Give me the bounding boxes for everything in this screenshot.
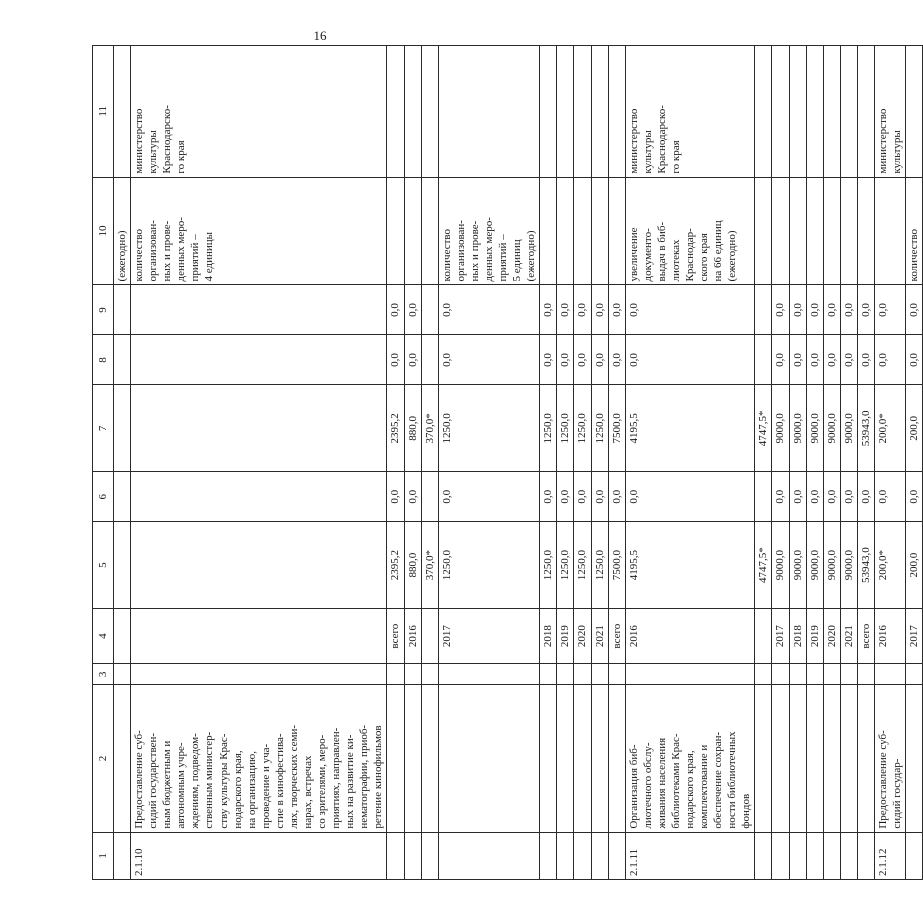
table-cell-c6: 0,0 [857, 472, 874, 522]
table-cell-c1 [755, 832, 772, 879]
table-cell-c4: 2017 [772, 609, 789, 664]
table-cell-c2 [114, 685, 131, 832]
table-cell-c1 [540, 832, 557, 879]
table-row [823, 46, 840, 880]
table-cell-c5: 4747,5* [755, 522, 772, 609]
table-cell-c2 [789, 685, 806, 832]
table-cell-c3 [114, 664, 131, 685]
table-row [906, 46, 923, 880]
table-cell-c2 [823, 685, 840, 832]
table-cell-c7: 1250,0 [574, 385, 591, 472]
table-cell-c1: 2.1.12 [874, 832, 905, 879]
table-cell-c1 [906, 832, 923, 879]
table-cell-c10 [755, 177, 772, 285]
table-cell-c8: 0,0 [438, 335, 540, 385]
table-cell-c4 [421, 609, 438, 664]
table-cell-c7: 9000,0 [806, 385, 823, 472]
table-row [131, 46, 387, 880]
column-header: 6 [93, 472, 114, 522]
table-cell-c1 [574, 832, 591, 879]
table-cell-c7: 880,0 [404, 385, 421, 472]
header-row [93, 46, 114, 880]
table-cell-c8: 0,0 [789, 335, 806, 385]
table-cell-c3 [823, 664, 840, 685]
table-cell-c7: 1250,0 [557, 385, 574, 472]
table-cell-c4: 2019 [806, 609, 823, 664]
table-cell-c2 [438, 685, 540, 832]
table-cell-c4: 2021 [840, 609, 857, 664]
table-cell-c8: 0,0 [823, 335, 840, 385]
table-cell-c2 [591, 685, 608, 832]
table-cell-c7: 53943,0 [857, 385, 874, 472]
table-row [421, 46, 438, 880]
table-cell-c4: всего [857, 609, 874, 664]
table-cell-c5: 1250,0 [557, 522, 574, 609]
column-header: 2 [93, 685, 114, 832]
table-cell-c4: 2021 [591, 609, 608, 664]
table-cell-c2 [840, 685, 857, 832]
table-cell-c11 [387, 46, 404, 178]
table-cell-c6: 0,0 [591, 472, 608, 522]
table-cell-c2 [906, 685, 923, 832]
table-row [625, 46, 755, 880]
table-cell-c7: 370,0* [421, 385, 438, 472]
table-cell-c3 [131, 664, 387, 685]
table-cell-c10 [574, 177, 591, 285]
table-cell-c3 [608, 664, 625, 685]
table-cell-c3 [625, 664, 755, 685]
table-cell-c8: 0,0 [840, 335, 857, 385]
table-row [438, 46, 540, 880]
table-cell-c4: 2016 [874, 609, 905, 664]
table-cell-c1 [404, 832, 421, 879]
table-cell-c3 [772, 664, 789, 685]
table-cell-c5: 9000,0 [772, 522, 789, 609]
table-cell-c10 [557, 177, 574, 285]
table-cell-c3 [755, 664, 772, 685]
table-cell-c11: министерство культуры Краснодарско- го края [625, 46, 755, 178]
table-cell-c8: 0,0 [857, 335, 874, 385]
table-cell-c6: 0,0 [789, 472, 806, 522]
table-cell-c2 [387, 685, 404, 832]
table-cell-c5: 1250,0 [540, 522, 557, 609]
table-cell-c11 [540, 46, 557, 178]
table-cell-c3 [404, 664, 421, 685]
table-cell-c9: 0,0 [540, 285, 557, 335]
table-cell-c10 [540, 177, 557, 285]
table-cell-c2: Организация биб- лиотечного обслу- живания населения библиотеками Крас- нодарского края, комплектование и обеспечение сохран- ности библиотечных фондов [625, 685, 755, 832]
table-cell-c11 [591, 46, 608, 178]
table-cell-c5: 9000,0 [789, 522, 806, 609]
table-cell-c1 [421, 832, 438, 879]
table-cell-c4: 2020 [823, 609, 840, 664]
table-cell-c8: 0,0 [874, 335, 905, 385]
table-cell-c1 [438, 832, 540, 879]
table-cell-c5: 9000,0 [823, 522, 840, 609]
table-cell-c11: министерство культуры Краснодарско- го края [131, 46, 387, 178]
table-cell-c3 [557, 664, 574, 685]
table-cell-c8 [421, 335, 438, 385]
table-cell-c3 [857, 664, 874, 685]
table-cell-c1 [114, 832, 131, 879]
table-cell-c9: 0,0 [906, 285, 923, 335]
table-cell-c4: 2016 [625, 609, 755, 664]
table-cell-c9 [131, 285, 387, 335]
table-cell-c9: 0,0 [574, 285, 591, 335]
table-cell-c9 [114, 285, 131, 335]
table-cell-c7: 9000,0 [772, 385, 789, 472]
table-cell-c10 [608, 177, 625, 285]
table-cell-c8 [131, 335, 387, 385]
table-cell-c8: 0,0 [591, 335, 608, 385]
table-row [874, 46, 905, 880]
table-cell-c6: 0,0 [557, 472, 574, 522]
table-cell-c1 [823, 832, 840, 879]
table-cell-c10 [421, 177, 438, 285]
table-cell-c9: 0,0 [557, 285, 574, 335]
table-cell-c6 [421, 472, 438, 522]
table-cell-c7: 4195,5 [625, 385, 755, 472]
table-cell-c4: 2017 [906, 609, 923, 664]
table-row [591, 46, 608, 880]
table-body [114, 46, 923, 880]
table-cell-c3 [906, 664, 923, 685]
table-cell-c9: 0,0 [806, 285, 823, 335]
table-row [840, 46, 857, 880]
table-cell-c9: 0,0 [840, 285, 857, 335]
table-cell-c2 [557, 685, 574, 832]
page-number: 16 [313, 28, 327, 43]
table-row [387, 46, 404, 880]
column-header: 5 [93, 522, 114, 609]
table-cell-c1: 2.1.10 [131, 832, 387, 879]
table-cell-c1 [608, 832, 625, 879]
table-row [540, 46, 557, 880]
table-cell-c5: 1250,0 [591, 522, 608, 609]
table-cell-c3 [387, 664, 404, 685]
table-cell-c4 [114, 609, 131, 664]
table-cell-c9: 0,0 [404, 285, 421, 335]
table-cell-c7: 1250,0 [591, 385, 608, 472]
table-row [114, 46, 131, 880]
table-cell-c9: 0,0 [823, 285, 840, 335]
table-cell-c7: 4747,5* [755, 385, 772, 472]
table-cell-c6: 0,0 [540, 472, 557, 522]
table-cell-c2 [421, 685, 438, 832]
table-cell-c4 [755, 609, 772, 664]
table-cell-c10: количество организован- ных и прове- денных меро- приятий – 4 единицы [131, 177, 387, 285]
column-header: 11 [93, 46, 114, 178]
table-cell-c6: 0,0 [906, 472, 923, 522]
table-cell-c7 [131, 385, 387, 472]
table-cell-c1 [557, 832, 574, 879]
table-cell-c7: 7500,0 [608, 385, 625, 472]
table-cell-c6: 0,0 [625, 472, 755, 522]
table-cell-c10 [772, 177, 789, 285]
table-cell-c9: 0,0 [857, 285, 874, 335]
table-cell-c5: 1250,0 [574, 522, 591, 609]
table-row [574, 46, 591, 880]
table-cell-c4: 2018 [540, 609, 557, 664]
table-cell-c2 [608, 685, 625, 832]
table-cell-c11 [823, 46, 840, 178]
table-cell-c3 [438, 664, 540, 685]
table-row [557, 46, 574, 880]
table-cell-c11 [438, 46, 540, 178]
table-cell-c8: 0,0 [625, 335, 755, 385]
table-cell-c10 [806, 177, 823, 285]
table-cell-c10 [840, 177, 857, 285]
table-cell-c6: 0,0 [823, 472, 840, 522]
table-cell-c2 [772, 685, 789, 832]
table-cell-c3 [789, 664, 806, 685]
table-cell-c4: 2016 [404, 609, 421, 664]
table-cell-c9: 0,0 [438, 285, 540, 335]
table-cell-c11 [114, 46, 131, 178]
table-cell-c10: количество [906, 177, 923, 285]
table-cell-c7: 9000,0 [789, 385, 806, 472]
table-cell-c1 [591, 832, 608, 879]
column-header: 8 [93, 335, 114, 385]
table-cell-c11 [840, 46, 857, 178]
table-cell-c7: 9000,0 [840, 385, 857, 472]
table-cell-c1 [806, 832, 823, 879]
column-header: 10 [93, 177, 114, 285]
table-cell-c3 [840, 664, 857, 685]
table-cell-c11 [755, 46, 772, 178]
column-header: 9 [93, 285, 114, 335]
table-cell-c1: 2.1.11 [625, 832, 755, 879]
table-cell-c5: 370,0* [421, 522, 438, 609]
table-cell-c8: 0,0 [557, 335, 574, 385]
table-row [789, 46, 806, 880]
table-cell-c5: 53943,0 [857, 522, 874, 609]
table-cell-c1 [840, 832, 857, 879]
table-cell-c5 [131, 522, 387, 609]
table-cell-c8: 0,0 [540, 335, 557, 385]
table-cell-c6: 0,0 [574, 472, 591, 522]
table-cell-c2: Предоставление суб- сидий государ- [874, 685, 905, 832]
table-cell-c7: 1250,0 [438, 385, 540, 472]
table-cell-c7 [114, 385, 131, 472]
table-cell-c9 [755, 285, 772, 335]
table-row [857, 46, 874, 880]
table-cell-c2 [857, 685, 874, 832]
table-cell-c4: всего [387, 609, 404, 664]
table-cell-c4: 2017 [438, 609, 540, 664]
table-cell-c10 [823, 177, 840, 285]
table-cell-c8 [114, 335, 131, 385]
table-row [404, 46, 421, 880]
table-cell-c8: 0,0 [574, 335, 591, 385]
table-cell-c10: (ежегодно) [114, 177, 131, 285]
table-cell-c11 [574, 46, 591, 178]
table-cell-c8: 0,0 [772, 335, 789, 385]
table-cell-c10 [387, 177, 404, 285]
table-cell-c11 [789, 46, 806, 178]
table-cell-c11 [557, 46, 574, 178]
table-cell-c8: 0,0 [608, 335, 625, 385]
table-cell-c11: министерство культуры [874, 46, 905, 178]
table-cell-c5: 200,0* [874, 522, 905, 609]
table-cell-c10 [404, 177, 421, 285]
table-cell-c3 [806, 664, 823, 685]
table-cell-c9: 0,0 [789, 285, 806, 335]
table-row [755, 46, 772, 880]
table-cell-c6 [114, 472, 131, 522]
table-cell-c11 [806, 46, 823, 178]
table-cell-c4 [131, 609, 387, 664]
table-cell-c2: Предоставление суб- сидий государствен- ным бюджетным и автономным учре- ждениям, подведом- ственным министер- ству культуры Крас- нодарского края, на организацию, проведение и уча- стие в кинофестива- лях, творческих семи- нарах, встречах со зрителями, меро- приятиях, направлен- ных на развитие ки- нематографии, приоб- ретение кинофильмов [131, 685, 387, 832]
table-cell-c1 [857, 832, 874, 879]
table-cell-c1 [387, 832, 404, 879]
table-cell-c11 [857, 46, 874, 178]
table-cell-c6: 0,0 [404, 472, 421, 522]
table-cell-c3 [874, 664, 905, 685]
table-cell-c8: 0,0 [404, 335, 421, 385]
column-header: 4 [93, 609, 114, 664]
rotated-table-container [92, 45, 921, 880]
table-cell-c3 [540, 664, 557, 685]
table-cell-c3 [591, 664, 608, 685]
table-cell-c2 [755, 685, 772, 832]
table-cell-c5: 9000,0 [840, 522, 857, 609]
table-cell-c9: 0,0 [608, 285, 625, 335]
table-cell-c5: 200,0 [906, 522, 923, 609]
table-cell-c6 [131, 472, 387, 522]
table-cell-c3 [574, 664, 591, 685]
table-cell-c5: 2395,2 [387, 522, 404, 609]
table-cell-c6 [755, 472, 772, 522]
table-row [806, 46, 823, 880]
table-cell-c10 [789, 177, 806, 285]
table-cell-c2 [574, 685, 591, 832]
table-row [772, 46, 789, 880]
table-cell-c7: 2395,2 [387, 385, 404, 472]
table-cell-c5: 9000,0 [806, 522, 823, 609]
table-cell-c6: 0,0 [438, 472, 540, 522]
table-cell-c10 [591, 177, 608, 285]
table-cell-c8: 0,0 [906, 335, 923, 385]
table-cell-c1 [789, 832, 806, 879]
table-cell-c6: 0,0 [608, 472, 625, 522]
column-header: 1 [93, 832, 114, 879]
table-cell-c9: 0,0 [591, 285, 608, 335]
table-cell-c11 [608, 46, 625, 178]
table-cell-c5 [114, 522, 131, 609]
table-cell-c4: 2019 [557, 609, 574, 664]
table-cell-c8 [755, 335, 772, 385]
table-cell-c11 [404, 46, 421, 178]
table-cell-c2 [404, 685, 421, 832]
table-cell-c5: 4195,5 [625, 522, 755, 609]
table-cell-c6: 0,0 [840, 472, 857, 522]
table-cell-c11 [906, 46, 923, 178]
table-cell-c2 [806, 685, 823, 832]
table-cell-c9 [421, 285, 438, 335]
column-header: 3 [93, 664, 114, 685]
table-cell-c10: количество организован- ных и прове- денных меро- приятий – 5 единиц (ежегодно) [438, 177, 540, 285]
table-cell-c10 [874, 177, 905, 285]
column-header: 7 [93, 385, 114, 472]
table-cell-c2 [540, 685, 557, 832]
table-row [608, 46, 625, 880]
table-cell-c5: 880,0 [404, 522, 421, 609]
table-cell-c6: 0,0 [772, 472, 789, 522]
table-cell-c7: 1250,0 [540, 385, 557, 472]
table-cell-c10: увеличение документо- выдач в биб- лиотеках Краснодар- ского края на 66 единиц (ежегодно) [625, 177, 755, 285]
program-table [92, 45, 923, 880]
table-cell-c9: 0,0 [772, 285, 789, 335]
table-cell-c7: 9000,0 [823, 385, 840, 472]
table-cell-c6: 0,0 [874, 472, 905, 522]
table-cell-c8: 0,0 [387, 335, 404, 385]
table-cell-c9: 0,0 [387, 285, 404, 335]
table-cell-c6: 0,0 [806, 472, 823, 522]
table-cell-c7: 200,0 [906, 385, 923, 472]
table-cell-c11 [772, 46, 789, 178]
table-cell-c9: 0,0 [625, 285, 755, 335]
table-cell-c4: всего [608, 609, 625, 664]
table-cell-c4: 2020 [574, 609, 591, 664]
table-cell-c1 [772, 832, 789, 879]
table-cell-c8: 0,0 [806, 335, 823, 385]
table-cell-c10 [857, 177, 874, 285]
table-cell-c5: 1250,0 [438, 522, 540, 609]
table-cell-c6: 0,0 [387, 472, 404, 522]
table-cell-c11 [421, 46, 438, 178]
table-cell-c7: 200,0* [874, 385, 905, 472]
table-cell-c4: 2018 [789, 609, 806, 664]
table-cell-c5: 7500,0 [608, 522, 625, 609]
table-cell-c3 [421, 664, 438, 685]
table-cell-c9: 0,0 [874, 285, 905, 335]
